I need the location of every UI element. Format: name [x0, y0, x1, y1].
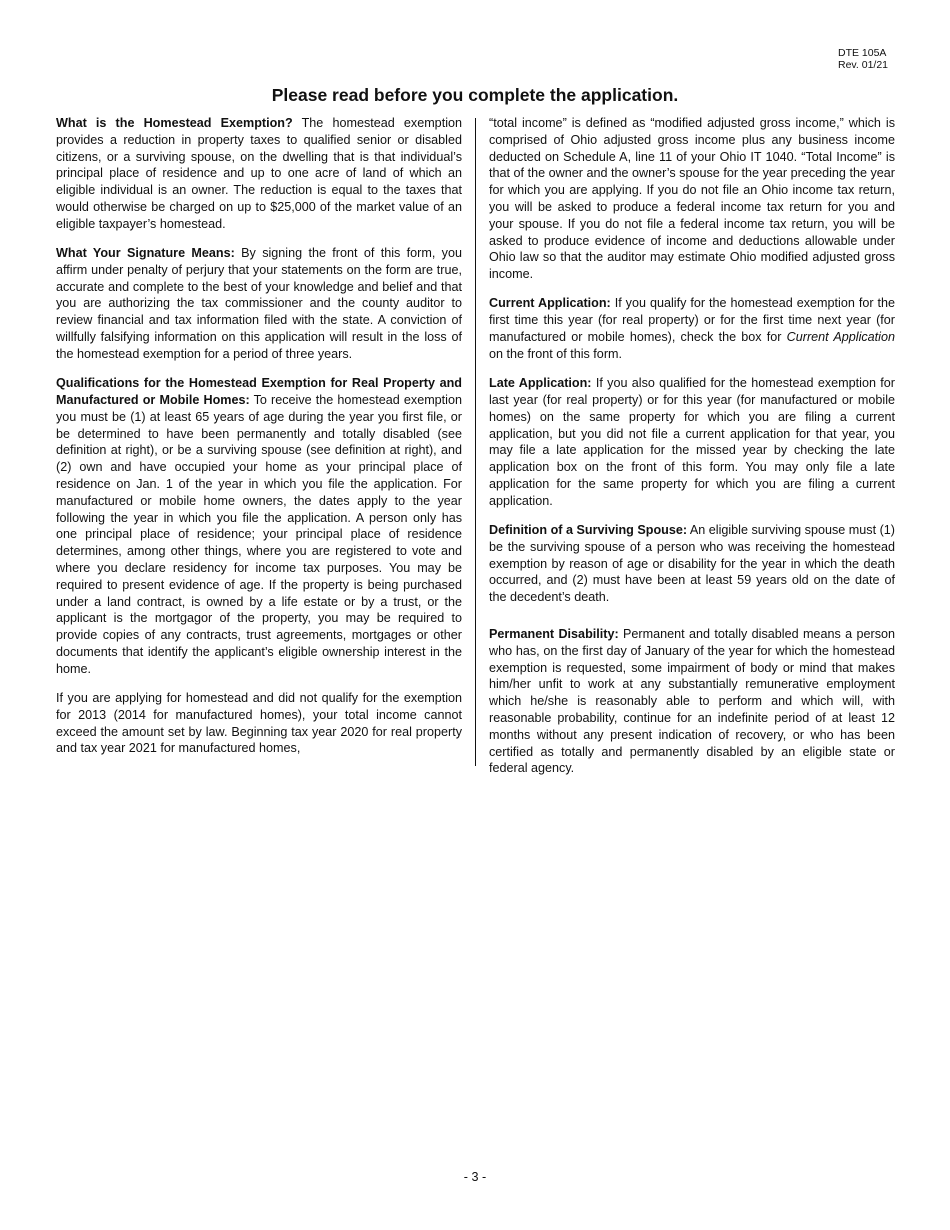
section-title: What Your Signature Means:: [56, 246, 235, 261]
section-body: If you also qualified for the homestead exemption for last year (for real property) or for this year (for manufactured or mobile homes) on the same property for which you are filing a current application, but you did not file a current application for that year, you may file a late application for the missed year by checking the late application box on the front of this form. You may only file a late application for the same property for which you are filing a current application.: [489, 376, 895, 508]
page-title: Please read before you complete the application.: [271, 85, 679, 105]
section-body: If you qualify for the homestead exemption for the first time this year (for real property) or for the first time next year (for manufactured or mobile homes), check the box for: [489, 296, 895, 345]
column-divider: [475, 118, 476, 766]
right-column: [489, 115, 895, 790]
page-number: - 3 -: [463, 1170, 487, 1184]
section-income-continued: “total income” is defined as “modified adjusted gross income,” which is comprised of Ohio adjusted gross income plus any business income deducted on Schedule A, line 11 of your Ohio IT 1040. “Total Income” is that of the owner and the owner’s spouse for the year preceding the year for which you are applying. If you do not file an Ohio income tax return, you will be asked to produce a federal income tax return for you and your spouse. If you do not file a federal income tax return, you will be asked to produce evidence of income and deductions allowable under Ohio law so that the auditor may estimate Ohio modified adjusted gross income.: [489, 116, 895, 282]
section-late-application: [489, 375, 895, 509]
section-title: Current Application:: [489, 296, 611, 311]
section-current-application: [489, 295, 895, 362]
section-qualifications: [56, 375, 462, 677]
section-signature-means: [56, 245, 462, 363]
section-income-intro: If you are applying for homestead and did not qualify for the exemption for 2013 (2014 for manufactured homes), your total income cannot exceed the amount set by law. Beginning tax year 2020 for real property and tax year 2021 for manufactured homes,: [56, 691, 462, 756]
section-surviving-spouse: [489, 522, 895, 606]
section-body: By signing the front of this form, you affirm under penalty of perjury that your statements on the form are true, accurate and complete to the best of your knowledge and belief and that you are authorizing the tax commissioner and the county auditor to review financial and tax information filed with the state. A conviction of willfully falsifying information on this application will result in the loss of the homestead exemption for a period of three years.: [56, 246, 462, 361]
section-body: An eligible surviving spouse must (1) be the surviving spouse of a person who was receiving the homestead exemption by reason of age or disability for the year in which the death occurred, and (2) must have been at least 59 years old on the date of the decedent’s death.: [489, 523, 895, 605]
section-what-is-homestead: [56, 115, 462, 233]
form-identifier: [838, 47, 888, 71]
section-title: Late Application:: [489, 376, 592, 391]
section-title: Permanent Disability:: [489, 627, 619, 642]
section-title: What is the Homestead Exemption?: [56, 116, 293, 130]
section-body: To receive the homestead exemption you must be (1) at least 65 years of age during the year you first file, or be determined to have been permanently and totally disabled (see definition at right), or be a surviving spouse (see definition at right), and (2) own and have occupied your home as your principal place of residence on Jan. 1 of the year in which you file the application. For manufactured or mobile home owners, the dates apply to the year following the year in which you file the application. A person only has one principal place of residence; your principal place of residence determines, among other things, where you are registered to vote and where you declare residency for income tax purposes. You may be required to present evidence of age. If the property is being purchased under a land contract, is owned by a life estate or by a trust, or the applicant is the mortgagor of the property, you may be required to provide copies of any contracts, trust agreements, mortgages or other documents that identify the applicant’s eligible ownership interest in the home.: [56, 392, 462, 676]
section-body: The homestead exemption provides a reduction in property taxes to qualified senior or disabled citizens, or a surviving spouse, on the dwelling that is that individual’s principal place of residence and up to one acre of land of which an eligible individual is an owner. The reduction is equal to the taxes that would otherwise be charged on up to $25,000 of the market value of an eligible taxpayer’s homestead.: [56, 116, 462, 231]
form-revision: Rev. 01/21: [838, 59, 889, 71]
left-column: [56, 115, 462, 770]
section-body: Permanent and totally disabled means a person who has, on the first day of January of the year for which the homestead exemption is requested, some impairment of body or mind that makes him/her unfit to work at any substantially remunerative employment which he/she is reasonably able to perform and which will, with reasonable probability, continue for an indefinite period of at least 12 months without any present indication of recovery, or who has been certified as totally and permanently disabled by an eligible state or federal agency.: [489, 627, 895, 776]
section-permanent-disability: [489, 626, 895, 777]
section-title: Definition of a Surviving Spouse:: [489, 523, 688, 538]
form-number: DTE 105A: [838, 47, 887, 59]
section-body-end: on the front of this form.: [489, 346, 622, 361]
section-title: Qualifications for the Homestead Exemption for Real Property and Manufactured or Mobile Homes:: [56, 376, 462, 407]
section-body-italic: Current Application: [786, 330, 895, 345]
